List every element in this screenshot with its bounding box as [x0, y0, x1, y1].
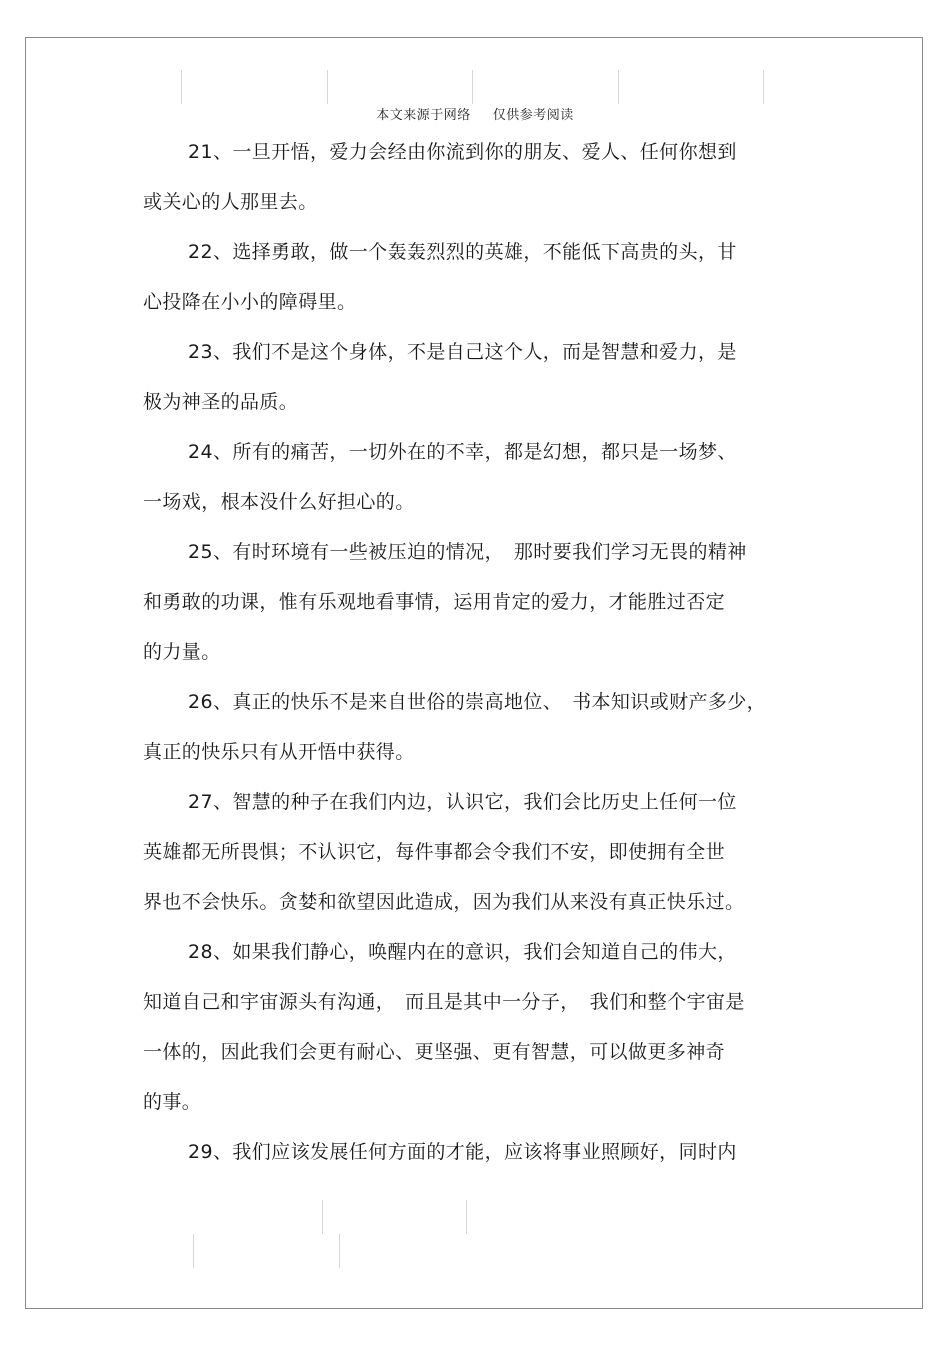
- text-line: 26、真正的快乐不是来自世俗的崇高地位、 书本知识或财产多少，: [188, 691, 767, 713]
- top-mark-3: [472, 70, 473, 104]
- text-line: 22、选择勇敢，做一个轰轰烈烈的英雄，不能低下高贵的头，甘: [188, 241, 737, 263]
- source-note: 本文来源于网络: [376, 108, 471, 123]
- document-body: [143, 127, 803, 1177]
- text-line: 心投降在小小的障碍里。: [143, 291, 357, 313]
- text-line: 28、如果我们静心，唤醒内在的意识，我们会知道自己的伟大，: [188, 941, 737, 963]
- text-line: 极为神圣的品质。: [143, 391, 299, 413]
- text-line: 23、我们不是这个身体，不是自己这个人，而是智慧和爱力，是: [188, 341, 737, 363]
- text-line: 的事。: [143, 1091, 202, 1113]
- text-line: 英雄都无所畏惧；不认识它，每件事都会令我们不安，即使拥有全世: [143, 841, 726, 863]
- text-line: 界也不会快乐。贪婪和欲望因此造成，因为我们从来没有真正快乐过。: [143, 891, 745, 913]
- reading-note: 仅供参考阅读: [492, 108, 574, 123]
- text-line: 一体的，因此我们会更有耐心、更坚强、更有智慧，可以做更多神奇: [143, 1041, 726, 1063]
- text-line: 29、我们应该发展任何方面的才能，应该将事业照顾好，同时内: [188, 1141, 737, 1163]
- top-mark-2: [327, 70, 328, 104]
- top-mark-1: [181, 70, 182, 104]
- bottom-mark-4: [339, 1234, 340, 1268]
- bottom-mark-3: [193, 1234, 194, 1268]
- top-mark-5: [763, 70, 764, 104]
- text-line: 真正的快乐只有从开悟中获得。: [143, 741, 415, 763]
- bottom-mark-2: [466, 1200, 467, 1234]
- text-line: 的力量。: [143, 641, 221, 663]
- text-line: 知道自己和宇宙源头有沟通， 而且是其中一分子， 我们和整个宇宙是: [143, 991, 745, 1013]
- bottom-mark-1: [322, 1200, 323, 1234]
- text-line: 或关心的人那里去。: [143, 191, 318, 213]
- header-note: [0, 104, 950, 123]
- text-line: 24、所有的痛苦，一切外在的不幸，都是幻想，都只是一场梦、: [188, 441, 737, 463]
- text-line: 25、有时环境有一些被压迫的情况， 那时要我们学习无畏的精神: [188, 541, 747, 563]
- top-mark-4: [618, 70, 619, 104]
- text-line: 一场戏，根本没什么好担心的。: [143, 491, 415, 513]
- text-line: 27、智慧的种子在我们内边，认识它，我们会比历史上任何一位: [188, 791, 737, 813]
- text-line: 21、一旦开悟，爱力会经由你流到你的朋友、爱人、任何你想到: [188, 141, 737, 163]
- text-line: 和勇敢的功课，惟有乐观地看事情，运用肯定的爱力，才能胜过否定: [143, 591, 726, 613]
